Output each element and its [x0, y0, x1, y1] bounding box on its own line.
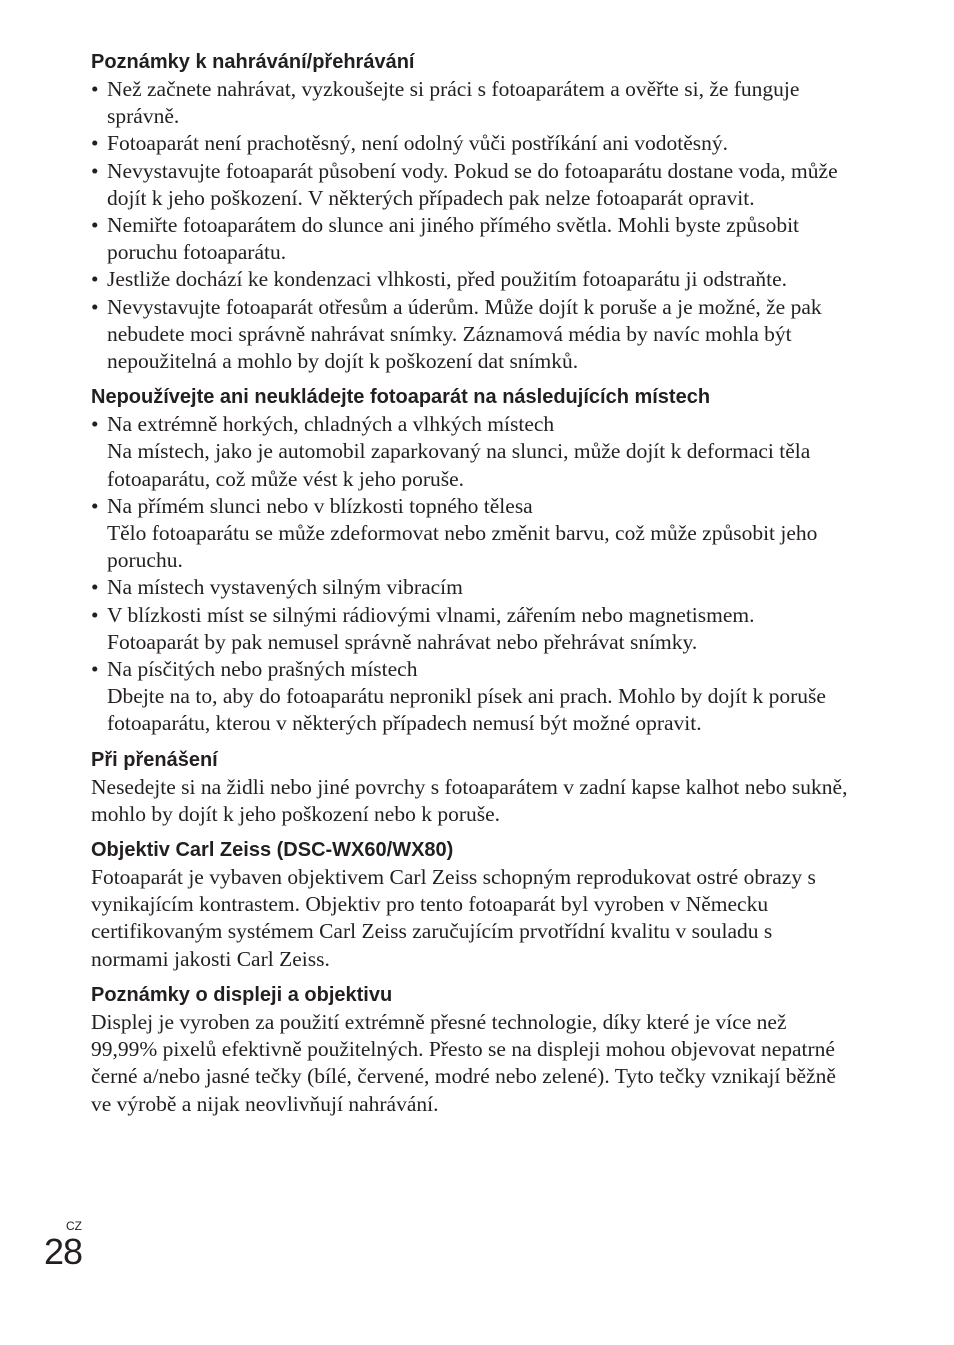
section-paragraph: Fotoaparát je vybaven objektivem Carl Zeiss schopným reprodukovat ostré obrazy s vynikajícím kontrastem. Objektiv pro tento fotoaparát byl vyroben v Německu certifikovaným systémem Carl Zeiss zaručujícím prvotřídní kvalitu v souladu s normami jakosti Carl Zeiss. — [91, 865, 816, 971]
bullet-icon: • — [91, 213, 99, 238]
section-heading: Poznámky o displeji a objektivu — [91, 983, 393, 1006]
section-storage-places — [91, 383, 851, 737]
section-recording-notes — [91, 48, 851, 375]
section-heading: Při přenášení — [91, 748, 218, 771]
list-item-detail: Fotoaparát by pak nemusel správně nahrávat nebo přehrávat snímky. — [107, 629, 698, 654]
section-display-notes — [91, 981, 851, 1118]
list-item-detail: Dbejte na to, aby do fotoaparátu nepronikl písek ani prach. Mohlo by dojít k poruše fotoaparátu, kterou v některých případech nemusí být možné opravit. — [107, 684, 826, 736]
section-paragraph: Nesedejte si na židli nebo jiné povrchy s fotoaparátem v zadní kapse kalhot nebo sukně, mohlo by dojít k jeho poškození nebo k poruše. — [91, 774, 848, 826]
bullet-icon: • — [91, 267, 99, 292]
section-carl-zeiss-lens — [91, 836, 851, 973]
list-item-detail: Tělo fotoaparátu se může zdeformovat nebo změnit barvu, což může způsobit jeho poruchu. — [107, 521, 818, 573]
section-heading: Nepoužívejte ani neukládejte fotoaparát na následujících místech — [91, 386, 711, 409]
language-code: CZ — [66, 1219, 82, 1233]
section-heading: Objektiv Carl Zeiss (DSC-WX60/WX80) — [91, 839, 454, 862]
section-heading: Poznámky k nahrávání/přehrávání — [91, 51, 415, 73]
list-item: • Na extrémně horkých, chladných a vlhkých místech Na místech, jako je automobil zaparkovaný na slunci, může dojít k deformaci těla fotoaparátu, což může vést k jeho poruše. — [91, 411, 851, 493]
list-item: • Na místech vystavených silným vibracím — [91, 574, 851, 601]
list-item: • Fotoaparát není prachotěsný, není odolný vůči postříkání ani vodotěsný. — [91, 130, 851, 157]
section-carrying — [91, 746, 851, 828]
list-item: • V blízkosti míst se silnými rádiovými vlnami, zářením nebo magnetismem. Fotoaparát by pak nemusel správně nahrávat nebo přehrávat snímky. — [91, 602, 851, 656]
bullet-icon: • — [91, 131, 99, 156]
list-item: • Nevystavujte fotoaparát působení vody. Pokud se do fotoaparátu dostane voda, může dojít k jeho poškození. V některých případech pak nelze fotoaparát opravit. — [91, 158, 838, 210]
bullet-list — [91, 411, 851, 737]
list-item-detail: Na místech, jako je automobil zaparkovaný na slunci, může dojít k deformaci těla fotoaparátu, což může vést k jeho poruše. — [107, 439, 811, 491]
section-paragraph: Displej je vyroben za použití extrémně přesné technologie, díky které je více než 99,99% pixelů efektivně použitelných. Přesto se na displeji mohou objevovat nepatrné černé a/nebo jasné tečky (bílé, červené, modré nebo zelené). Tyto tečky vznikají běžně ve výrobě a nijak neovlivňují nahrávání. — [91, 1009, 836, 1116]
bullet-icon: • — [91, 493, 99, 518]
bullet-list — [91, 76, 851, 375]
bullet-icon: • — [91, 294, 99, 319]
bullet-icon: • — [91, 657, 99, 682]
list-item: • Nevystavujte fotoaparát otřesům a úderům. Může dojít k poruše a je možné, že pak nebudete moci správně nahrávat snímky. Záznamová média by navíc mohla být nepoužitelná a mohlo by dojít k poškození dat snímků. — [91, 294, 822, 374]
page-number: 28 — [44, 1231, 83, 1272]
list-item: • Nemiřte fotoaparátem do slunce ani jiného přímého světla. Mohli byste způsobit poruchu fotoaparátu. — [91, 213, 800, 265]
bullet-icon: • — [91, 158, 99, 183]
bullet-icon: • — [91, 412, 99, 437]
list-item: • Jestliže dochází ke kondenzaci vlhkosti, před použitím fotoaparátu ji odstraňte. — [91, 266, 851, 293]
document-page — [91, 48, 851, 1126]
bullet-icon: • — [91, 575, 99, 600]
bullet-icon: • — [91, 602, 99, 627]
list-item: • Na písčitých nebo prašných místech Dbejte na to, aby do fotoaparátu nepronikl písek ani prach. Mohlo by dojít k poruše fotoaparátu, kterou v některých případech nemusí být možné opravit. — [91, 656, 851, 738]
list-item: • Než začnete nahrávat, vyzkoušejte si práci s fotoaparátem a ověřte si, že funguje správně. — [91, 77, 800, 129]
list-item: • Na přímém slunci nebo v blízkosti topného tělesa Tělo fotoaparátu se může zdeformovat nebo změnit barvu, což může způsobit jeho poruchu. — [91, 493, 851, 575]
bullet-icon: • — [91, 77, 99, 101]
